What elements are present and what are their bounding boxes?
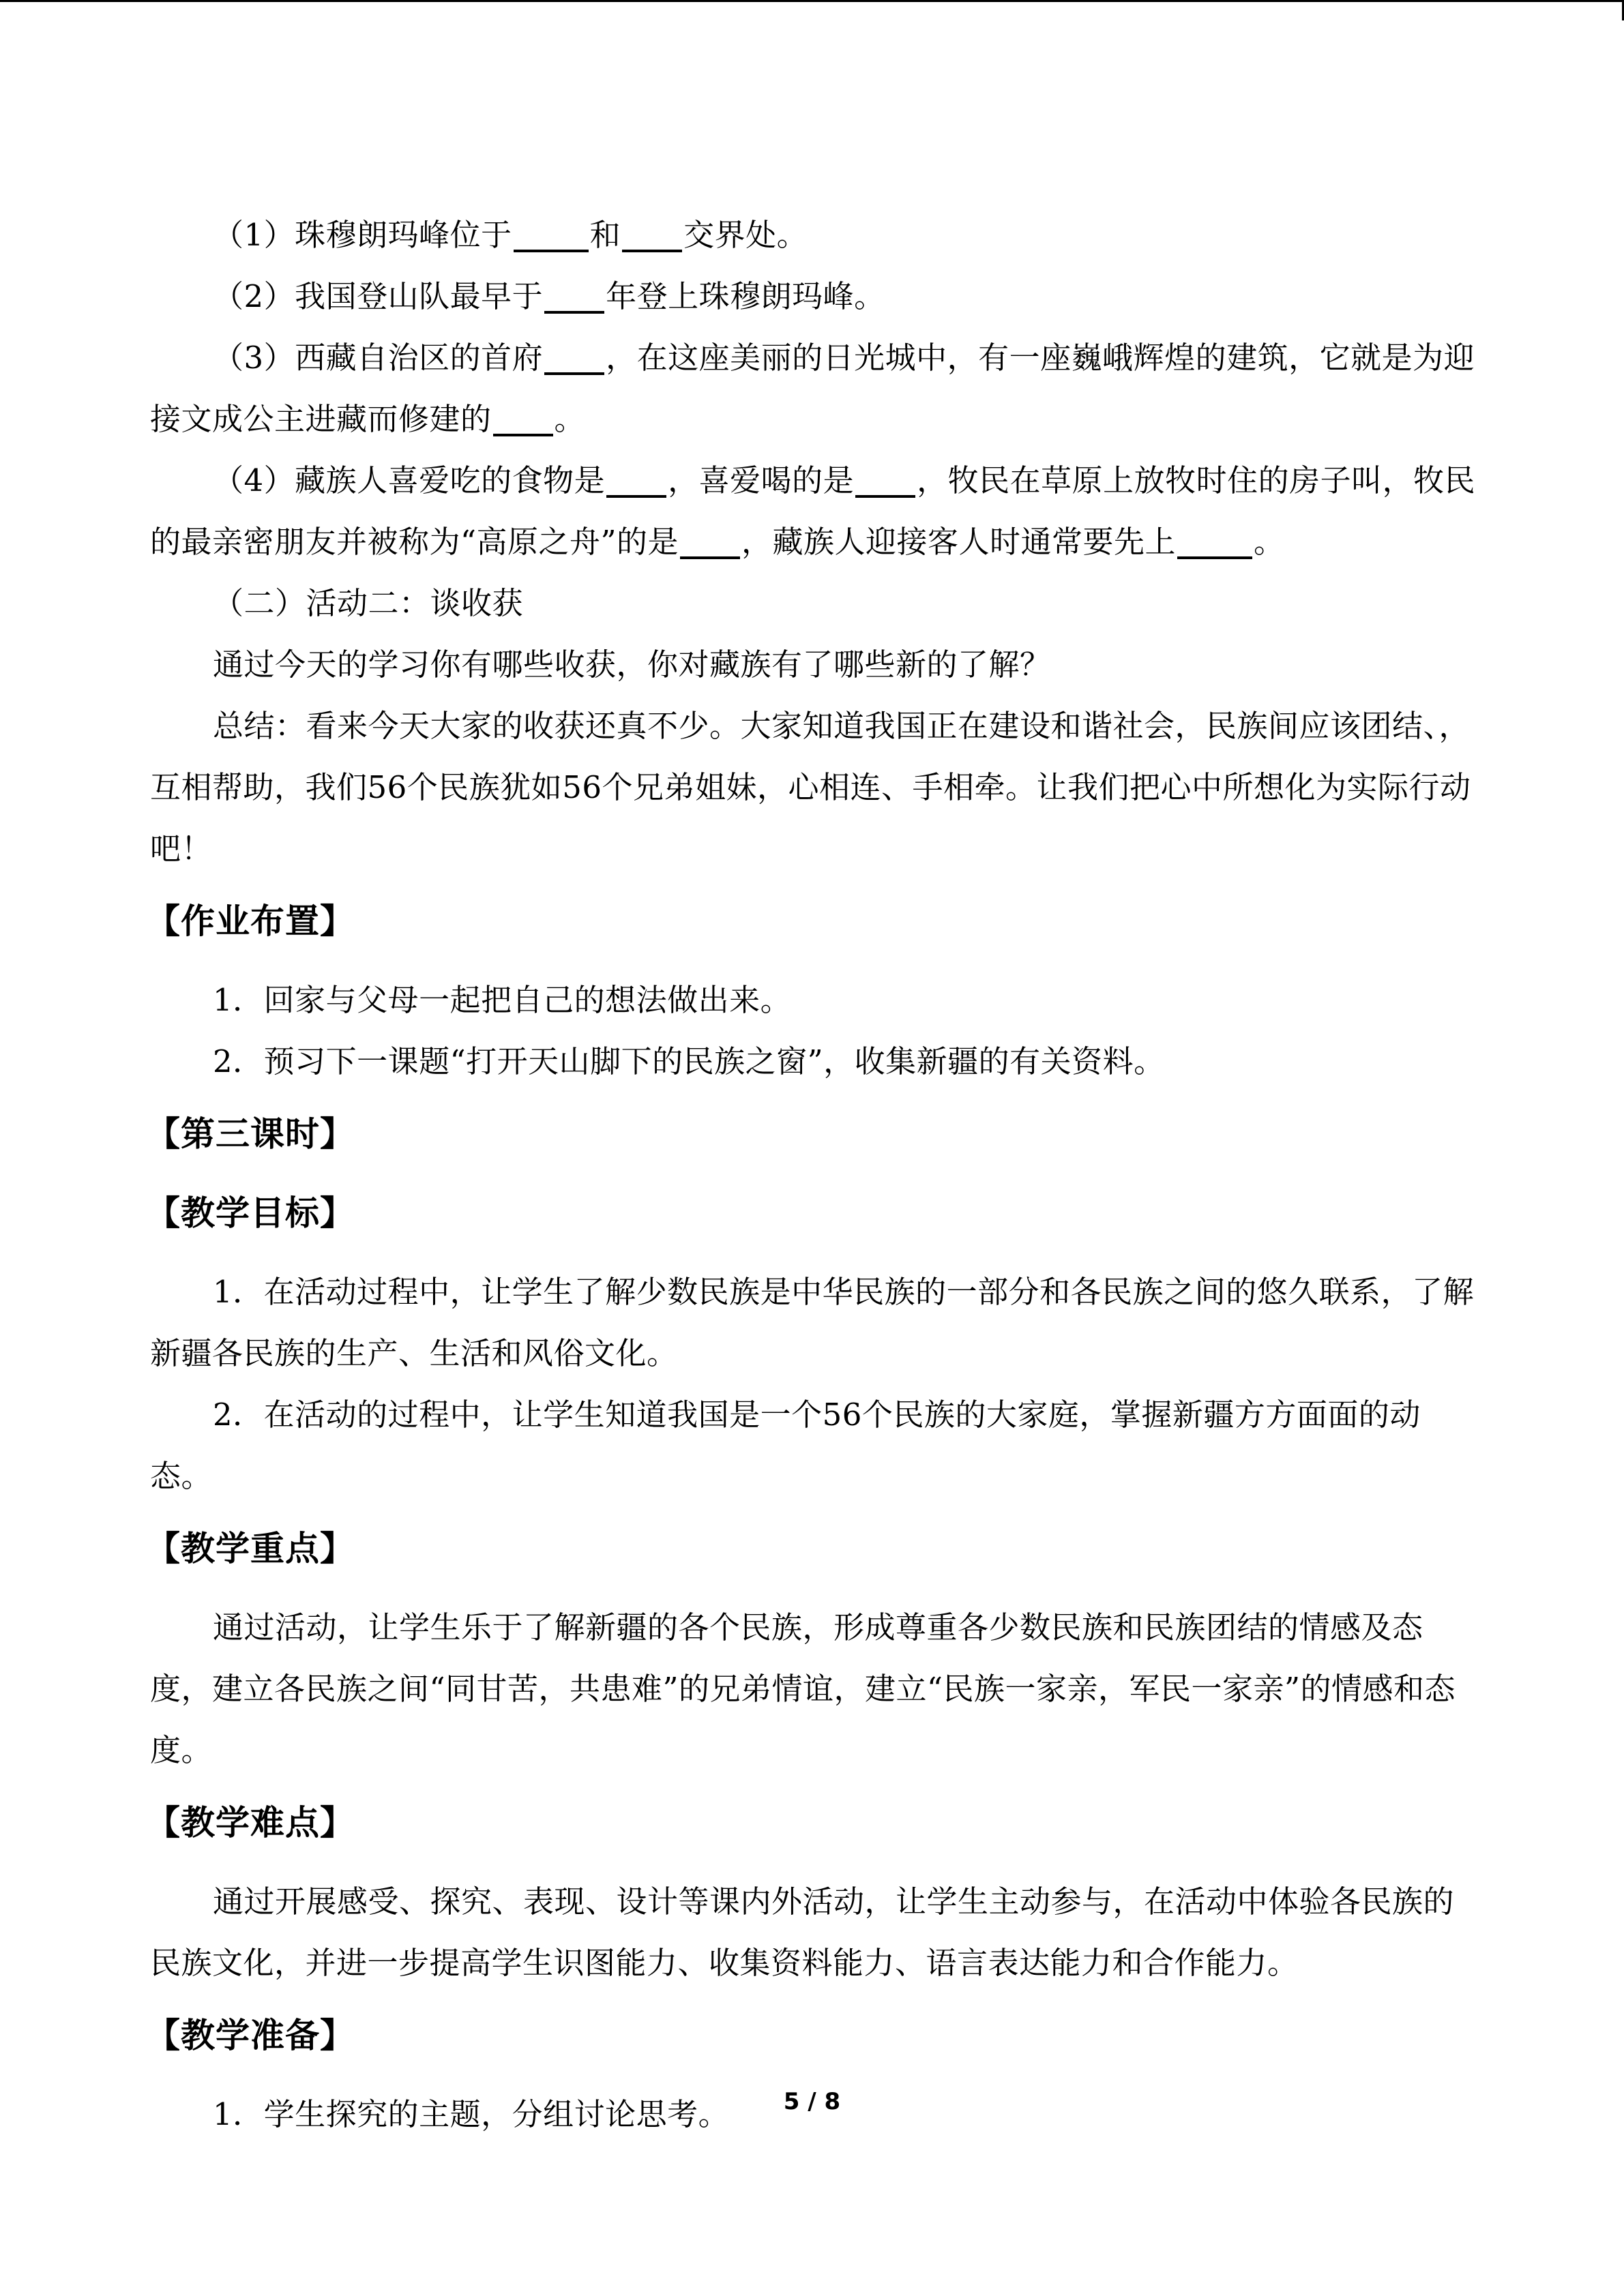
answer-blank [680,522,740,559]
goals-heading: 【教学目标】 [146,1193,355,1233]
activity-2-question: 通过今天的学习你有哪些收获，你对藏族有了哪些新的了解？ [213,646,1051,683]
goal-item: 1．在活动过程中，让学生了解少数民族是中华民族的一部分和各民族之间的悠久联系，了解新疆各民族的生产、生活和风俗文化。 [150,1274,1475,1371]
preparation-heading: 【教学准备】 [146,2016,355,2055]
homework-item: 2．预习下一课题“打开天山脚下的民族之窗”，收集新疆的有关资料。 [213,1043,1165,1079]
answer-blank [606,461,666,498]
question-2: （2）我国登山队最早于 年登上珠穆朗玛峰。 [213,278,885,314]
page-number: 5 / 8 [783,2088,841,2115]
difficulties-paragraph: 通过开展感受、探究、表现、设计等课内外活动，让学生主动参与，在活动中体验各民族的民族文化，并进一步提高学生识图能力、收集资料能力、语言表达能力和合作能力。 [150,1883,1455,1981]
answer-blank [855,461,915,498]
homework-heading: 【作业布置】 [146,901,355,941]
top-border-line [0,0,1624,2]
answer-blank [544,277,604,314]
answer-blank [1177,522,1252,559]
question-3: （3）西藏自治区的首府 ，在这座美丽的日光城中，有一座巍峨辉煌的建筑，它就是为迎接文成公主进藏而修建的 。 [150,340,1475,437]
activity-2-title: （二）活动二：谈收获 [213,585,524,621]
summary-paragraph: 总结：看来今天大家的收获还真不少。大家知道我国正在建设和谐社会，民族间应该团结、，互相帮助，我们56个民族犹如56个兄弟姐妹，心相连、手相牵。让我们把心中所想化为实际行动吧！ [150,708,1471,867]
key-points-paragraph: 通过活动，让学生乐于了解新疆的各个民族，形成尊重各少数民族和民族团结的情感及态度，建立各民族之间“同甘苦，共患难”的兄弟情谊，建立“民族一家亲，军民一家亲”的情感和态度。 [150,1609,1456,1768]
preparation-item: 1．学生探究的主题，分组讨论思考。 [213,2096,730,2132]
answer-blank [514,215,589,252]
key-points-heading: 【教学重点】 [146,1529,355,1568]
question-4: （4）藏族人喜爱吃的食物是 ，喜爱喝的是 ，牧民在草原上放牧时住的房子叫，牧民的最亲密朋友并被称为“高原之舟”的是 ，藏族人迎接客人时通常要先上 。 [150,462,1476,560]
answer-blank [622,215,682,252]
goal-item: 2．在活动的过程中，让学生知道我国是一个56个民族的大家庭，掌握新疆方方面面的动态。 [150,1397,1421,1494]
answer-blank [544,338,604,375]
document-body [146,205,1480,2145]
difficulties-heading: 【教学难点】 [146,1803,355,1843]
homework-item: 1．回家与父母一起把自己的想法做出来。 [213,982,792,1018]
lesson-3-heading: 【第三课时】 [146,1114,355,1154]
answer-blank [493,400,553,436]
question-1: （1）珠穆朗玛峰位于 和 交界处。 [213,217,808,253]
